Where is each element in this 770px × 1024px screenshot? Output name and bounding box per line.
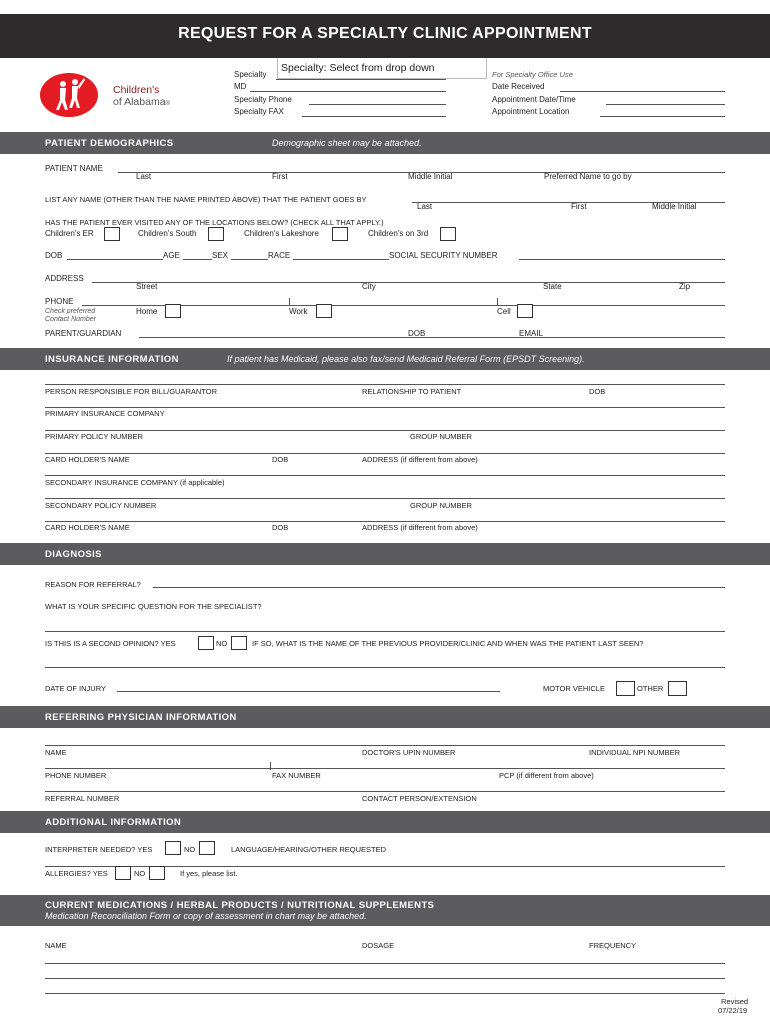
race-line[interactable] — [293, 259, 389, 260]
referring-phone-label: PHONE NUMBER — [45, 771, 107, 780]
secondary-co-line[interactable] — [45, 475, 725, 476]
group2-label: GROUP NUMBER — [410, 501, 472, 510]
address-diff-label: ADDRESS (if different from above) — [362, 455, 478, 464]
medication-line[interactable] — [45, 963, 725, 964]
section-heading: REFERRING PHYSICIAN INFORMATION — [45, 712, 237, 723]
other-last-label: Last — [417, 202, 433, 211]
section-insurance — [0, 348, 770, 370]
section-note: Medication Reconciliation Form or copy of assessment in chart may be attached. — [45, 911, 367, 921]
contact-person-label: CONTACT PERSON/EXTENSION — [362, 794, 477, 803]
phone-label: PHONE — [45, 297, 74, 306]
last-label: Last — [136, 172, 152, 181]
sex-line[interactable] — [231, 259, 268, 260]
card-holder-line[interactable] — [45, 453, 725, 454]
relationship-label: RELATIONSHIP TO PATIENT — [362, 387, 462, 396]
md-label: MD — [234, 82, 247, 91]
medication-line[interactable] — [45, 993, 725, 994]
other-middle-label: Middle Initial — [652, 202, 697, 211]
question-label: WHAT IS YOUR SPECIFIC QUESTION FOR THE SPECIALIST? — [45, 602, 262, 611]
revised-label: Revised — [721, 997, 749, 1006]
section-heading: ADDITIONAL INFORMATION — [45, 817, 182, 828]
referring-name-line[interactable] — [45, 745, 725, 746]
specialty-label: Specialty — [234, 70, 267, 79]
loc-3rd-label: Children's on 3rd — [368, 229, 429, 238]
race-label: RACE — [268, 251, 291, 260]
motor-vehicle-label: MOTOR VEHICLE — [543, 684, 605, 693]
guarantor-dob-label: DOB — [589, 387, 606, 396]
street-label: Street — [136, 282, 158, 291]
card-holder-label: CARD HOLDER'S NAME — [45, 455, 130, 464]
motor-vehicle-checkbox[interactable] — [616, 681, 635, 696]
ssn-label: SOCIAL SECURITY NUMBER — [389, 251, 498, 260]
appt-datetime-line[interactable] — [606, 104, 725, 105]
section-note: Demographic sheet may be attached. — [272, 138, 422, 148]
logo-text — [113, 84, 170, 110]
language-line[interactable] — [45, 866, 725, 867]
specialty-line[interactable] — [276, 79, 446, 80]
date-received-line[interactable] — [560, 91, 725, 92]
section-heading: PATIENT DEMOGRAPHICS — [45, 138, 174, 149]
pcp-label: PCP (if different from above) — [499, 771, 594, 780]
dob-label: DOB — [45, 251, 63, 260]
registered-mark: ® — [165, 101, 170, 107]
primary-co-line[interactable] — [45, 407, 725, 408]
childrens-logo — [39, 72, 99, 118]
date-received-label: Date Received — [492, 82, 545, 91]
phone-divider — [497, 298, 498, 306]
patient-name-label: PATIENT NAME — [45, 164, 103, 173]
other-label: OTHER — [637, 684, 664, 693]
med-name-label: NAME — [45, 941, 67, 950]
other-first-label: First — [571, 202, 587, 211]
zip-label: Zip — [679, 282, 691, 291]
revised-date: 07/22/19 — [718, 1006, 748, 1015]
secondary-policy-line[interactable] — [45, 498, 725, 499]
interpreter-no-label: NO — [184, 845, 196, 854]
work-label: Work — [289, 307, 308, 316]
address-label: ADDRESS — [45, 274, 84, 283]
logo-line1: Children's — [113, 84, 160, 96]
allergies-no-label: NO — [134, 869, 146, 878]
allergies-yes-checkbox[interactable] — [115, 866, 131, 880]
injury-date-label: DATE OF INJURY — [45, 684, 106, 693]
sex-label: SEX — [212, 251, 229, 260]
second-opinion-yes-checkbox[interactable] — [198, 636, 214, 650]
referral-number-label: REFERRAL NUMBER — [45, 794, 120, 803]
section-diagnosis — [0, 543, 770, 565]
check-pref-label: Check preferred — [45, 308, 96, 315]
dob-line[interactable] — [67, 259, 163, 260]
card-holder-dob-label: DOB — [272, 455, 289, 464]
previous-provider-line[interactable] — [45, 667, 725, 668]
specialty-fax-label: Specialty FAX — [234, 107, 284, 116]
section-referring-physician — [0, 706, 770, 728]
primary-policy-label: PRIMARY POLICY NUMBER — [45, 432, 143, 441]
appt-location-line[interactable] — [600, 116, 725, 117]
reason-label: REASON FOR REFERRAL? — [45, 580, 141, 589]
section-additional-information — [0, 811, 770, 833]
reason-line[interactable] — [153, 587, 725, 588]
primary-policy-line[interactable] — [45, 430, 725, 431]
section-patient-demographics — [0, 132, 770, 154]
referring-phone-line[interactable] — [45, 768, 725, 769]
visited-label: HAS THE PATIENT EVER VISITED ANY OF THE LOCATIONS BELOW? (CHECK ALL THAT APPLY.) — [45, 218, 384, 227]
section-heading: CURRENT MEDICATIONS / HERBAL PRODUCTS / NUTRITIONAL SUPPLEMENTS — [45, 900, 435, 911]
appt-location-label: Appointment Location — [492, 107, 570, 116]
second-opinion-no-label: NO — [216, 639, 228, 648]
specialty-fax-line[interactable] — [302, 116, 446, 117]
other-checkbox[interactable] — [668, 681, 687, 696]
phone-divider — [270, 762, 271, 770]
section-note: If patient has Medicaid, please also fax/send Medicaid Referral Form (EPSDT Screening). — [227, 354, 585, 364]
first-label: First — [272, 172, 288, 181]
frequency-label: FREQUENCY — [589, 941, 637, 950]
age-line[interactable] — [183, 259, 212, 260]
group-label: GROUP NUMBER — [410, 432, 472, 441]
fax-label: FAX NUMBER — [272, 771, 321, 780]
specialty-phone-line[interactable] — [309, 104, 446, 105]
loc-south-checkbox[interactable] — [208, 227, 224, 241]
age-label: AGE — [163, 251, 180, 260]
phone-divider — [289, 298, 290, 306]
parent-line[interactable] — [139, 337, 725, 338]
loc-er-label: Children's ER — [45, 229, 94, 238]
contact-number-label: Contact Number — [45, 316, 96, 323]
work-checkbox[interactable] — [316, 304, 332, 318]
npi-label: INDIVIDUAL NPI NUMBER — [589, 748, 680, 757]
card-holder2-line[interactable] — [45, 521, 725, 522]
cell-label: Cell — [497, 307, 511, 316]
address-line[interactable] — [92, 282, 725, 283]
second-opinion-no-checkbox[interactable] — [231, 636, 247, 650]
home-checkbox[interactable] — [165, 304, 181, 318]
upin-label: DOCTOR'S UPIN NUMBER — [362, 748, 456, 757]
loc-south-label: Children's South — [138, 229, 197, 238]
guarantor-line[interactable] — [45, 384, 725, 385]
secondary-policy-label: SECONDARY POLICY NUMBER — [45, 501, 157, 510]
ssn-line[interactable] — [519, 259, 725, 260]
dosage-label: DOSAGE — [362, 941, 395, 950]
guarantor-label: PERSON RESPONSIBLE FOR BILL/GUARANTOR — [45, 387, 217, 396]
question-line[interactable] — [45, 631, 725, 632]
specialty-dropdown[interactable]: Specialty: Select from drop down — [277, 58, 487, 79]
address-diff2-label: ADDRESS (if different from above) — [362, 523, 478, 532]
middle-label: Middle Initial — [408, 172, 453, 181]
logo-line2: of Alabama — [113, 96, 166, 108]
referral-number-line[interactable] — [45, 791, 725, 792]
form-title: REQUEST FOR A SPECIALTY CLINIC APPOINTMENT — [178, 25, 592, 42]
loc-er-checkbox[interactable] — [104, 227, 120, 241]
second-opinion-label: IS THIS IS A SECOND OPINION? YES — [45, 639, 176, 648]
office-use-label: For Specialty Office Use — [492, 70, 573, 79]
if-yes-label: If yes, please list. — [180, 869, 238, 878]
city-label: City — [362, 282, 376, 291]
state-label: State — [543, 282, 562, 291]
secondary-co-label: SECONDARY INSURANCE COMPANY (if applicable) — [45, 478, 225, 487]
loc-lakeshore-label: Children's Lakeshore — [244, 229, 319, 238]
language-label: LANGUAGE/HEARING/OTHER REQUESTED — [231, 845, 387, 854]
allergies-label: ALLERGIES? YES — [45, 869, 108, 878]
interpreter-label: INTERPRETER NEEDED? YES — [45, 845, 153, 854]
email-label: EMAIL — [519, 329, 544, 338]
referring-name-label: NAME — [45, 748, 67, 757]
preferred-label: Preferred Name to go by — [544, 172, 632, 181]
interpreter-no-checkbox[interactable] — [199, 841, 215, 855]
other-names-label: LIST ANY NAME (OTHER THAN THE NAME PRINTED ABOVE) THAT THE PATIENT GOES BY — [45, 195, 367, 204]
section-heading: DIAGNOSIS — [45, 549, 102, 560]
injury-date-line[interactable] — [117, 691, 500, 692]
previous-provider-label: IF SO, WHAT IS THE NAME OF THE PREVIOUS PROVIDER/CLINIC AND WHEN WAS THE PATIENT LAST SEEN? — [252, 639, 644, 648]
loc-3rd-checkbox[interactable] — [440, 227, 456, 241]
title-bar — [0, 14, 770, 58]
cell-checkbox[interactable] — [517, 304, 533, 318]
appt-datetime-label: Appointment Date/Time — [492, 95, 576, 104]
home-label: Home — [136, 307, 158, 316]
specialty-phone-label: Specialty Phone — [234, 95, 292, 104]
interpreter-yes-checkbox[interactable] — [165, 841, 181, 855]
parent-label: PARENT/GUARDIAN — [45, 329, 122, 338]
card-holder2-dob-label: DOB — [272, 523, 289, 532]
section-heading: INSURANCE INFORMATION — [45, 354, 179, 365]
card-holder2-label: CARD HOLDER'S NAME — [45, 523, 130, 532]
medication-line[interactable] — [45, 978, 725, 979]
section-current-medications — [0, 895, 770, 926]
primary-co-label: PRIMARY INSURANCE COMPANY — [45, 409, 165, 418]
allergies-no-checkbox[interactable] — [149, 866, 165, 880]
parent-dob-label: DOB — [408, 329, 426, 338]
md-line[interactable] — [250, 91, 446, 92]
loc-lakeshore-checkbox[interactable] — [332, 227, 348, 241]
